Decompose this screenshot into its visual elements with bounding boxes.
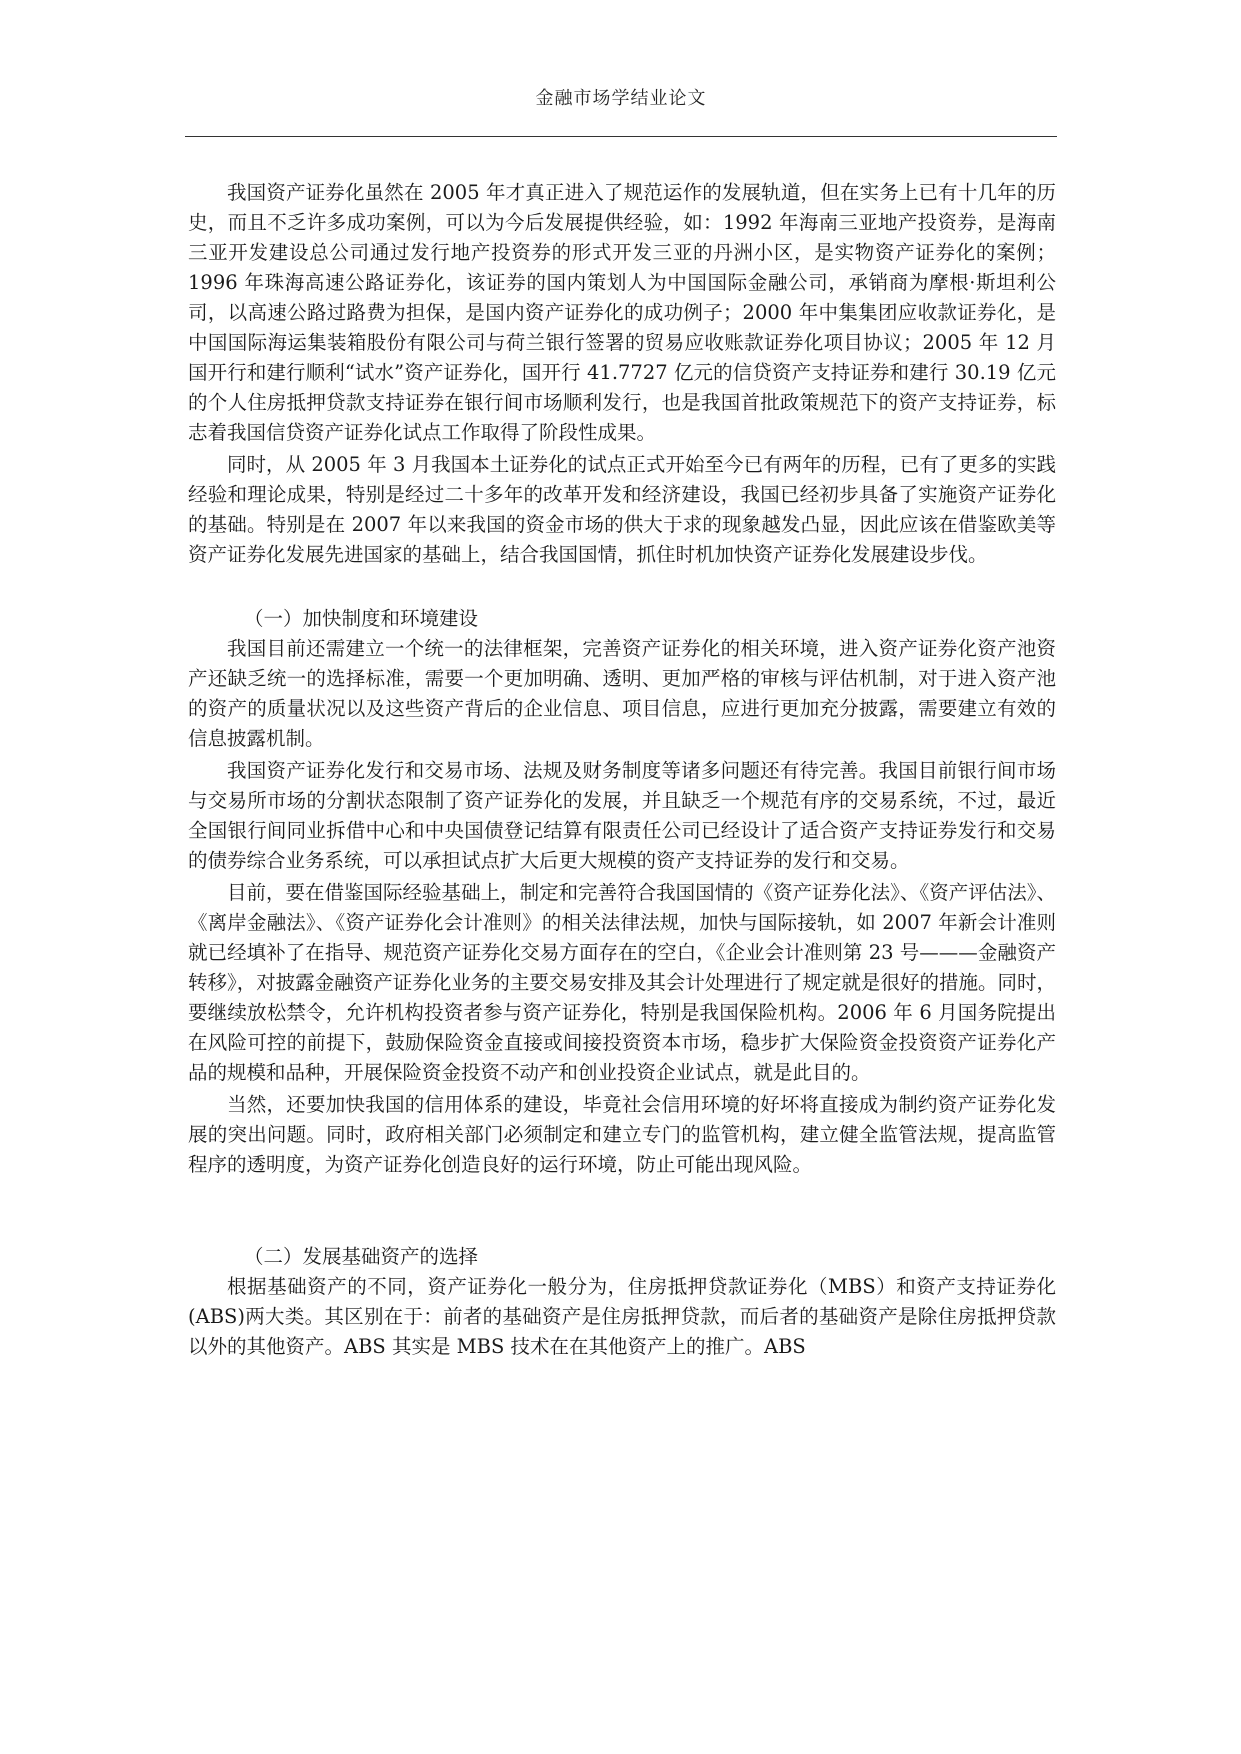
body-paragraph: 我国资产证券化虽然在 2005 年才真正进入了规范运作的发展轨道，但在实务上已有十几年的历史，而且不乏许多成功案例，可以为今后发展提供经验，如：1992 年海南三亚地产投资券，是海南三亚开发建设总公司通过发行地产投资券的形式开发三亚的丹洲小区，是实物资产证券化的案例；1996 年珠海高速公路证券化，该证券的国内策划人为中国国际金融公司，承销商为摩根·斯坦利公司，以高速公路过路费为担保，是国内资产证券化的成功例子；2000 年中集集团应收款证券化，是中国国际海运集装箱股份有限公司与荷兰银行签署的贸易应收账款证券化项目协议；2005 年 12 月国开行和建行顺利“试水”资产证券化，国开行 41.7727 亿元的信贷资产支持证券和建行 30.19 亿元的个人住房抵押贷款支持证券在银行间市场顺利发行，也是我国首批政策规范下的资产支持证券，标志着我国信贷资产证券化试点工作取得了阶段性成果。 xyxy=(188,181,1056,444)
body-paragraph: 目前，要在借鉴国际经验基础上，制定和完善符合我国国情的《资产证券化法》、《资产评估法》、《离岸金融法》、《资产证券化会计准则》的相关法律法规，加快与国际接轨，如 2007 年新会计准则就已经填补了在指导、规范资产证券化交易方面存在的空白，《企业会计准则第 23 号———金融资产转移》，对披露金融资产证券化业务的主要交易安排及其会计处理进行了规定就是很好的措施。同时，要继续放松禁令，允许机构投资者参与资产证券化，特别是我国保险机构。2006 年 6 月国务院提出在风险可控的前提下，鼓励保险资金直接或间接投资资本市场，稳步扩大保险资金投资资产证券化产品的规模和品种，开展保险资金投资不动产和创业投资企业试点，就是此目的。 xyxy=(188,881,1056,1084)
spacer xyxy=(188,572,1056,604)
body-paragraph: 我国目前还需建立一个统一的法律框架，完善资产证券化的相关环境，进入资产证券化资产池资产还缺乏统一的选择标准，需要一个更加明确、透明、更加严格的审核与评估机制，对于进入资产池的资产的质量状况以及这些资产背后的企业信息、项目信息，应进行更加充分披露，需要建立有效的信息披露机制。 xyxy=(188,637,1056,750)
section-heading: （一）加快制度和环境建设 xyxy=(244,607,479,630)
body-paragraph: 根据基础资产的不同，资产证券化一般分为，住房抵押贷款证券化（MBS）和资产支持证券化(ABS)两大类。其区别在于：前者的基础资产是住房抵押贷款，而后者的基础资产是除住房抵押贷款以外的其他资产。ABS 其实是 MBS 技术在在其他资产上的推广。ABS xyxy=(188,1275,1056,1358)
body-paragraph: 我国资产证券化发行和交易市场、法规及财务制度等诸多问题还有待完善。我国目前银行间市场与交易所市场的分割状态限制了资产证券化的发展，并且缺乏一个规范有序的交易系统，不过，最近全国银行间同业拆借中心和中央国债登记结算有限责任公司已经设计了适合资产支持证券发行和交易的债券综合业务系统，可以承担试点扩大后更大规模的资产支持证券的发行和交易。 xyxy=(188,759,1056,872)
body-paragraph: 当然，还要加快我国的信用体系的建设，毕竟社会信用环境的好坏将直接成为制约资产证券化发展的突出问题。同时，政府相关部门必须制定和建立专门的监管机构，建立健全监管法规，提高监管程序的透明度，为资产证券化创造良好的运行环境，防止可能出现风险。 xyxy=(188,1093,1056,1176)
header-divider xyxy=(185,136,1057,137)
spacer xyxy=(188,1182,1056,1242)
section-heading: （二）发展基础资产的选择 xyxy=(244,1245,479,1268)
document-body xyxy=(188,178,1056,1364)
body-paragraph: 同时，从 2005 年 3 月我国本土证券化的试点正式开始至今已有两年的历程，已有了更多的实践经验和理论成果，特别是经过二十多年的改革开发和经济建设，我国已经初步具备了实施资产证券化的基础。特别是在 2007 年以来我国的资金市场的供大于求的现象越发凸显，因此应该在借鉴欧美等资产证券化发展先进国家的基础上，结合我国国情，抓住时机加快资产证券化发展建设步伐。 xyxy=(188,453,1056,566)
page-header-title: 金融市场学结业论文 xyxy=(535,88,707,109)
